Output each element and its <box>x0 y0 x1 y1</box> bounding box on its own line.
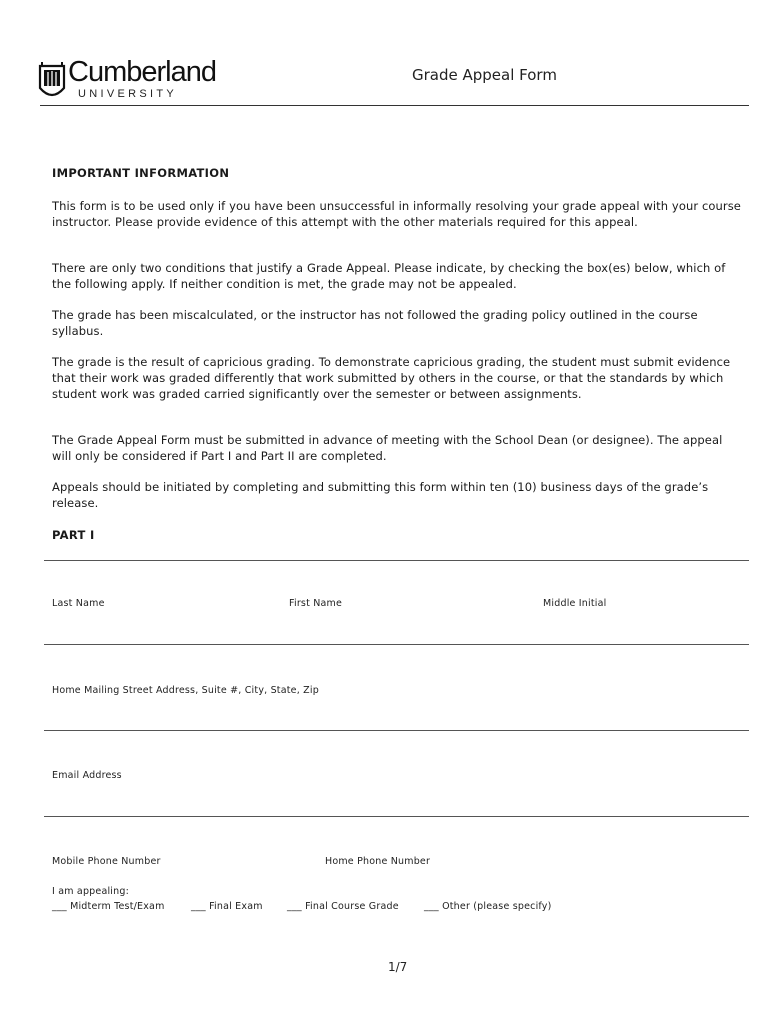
info-paragraph-5: The Grade Appeal Form must be submitted in advance of meeting with the School Dean (or designee). The appeal will only be considered if Part I and Part II are completed. <box>52 433 723 463</box>
university-logo <box>38 56 218 104</box>
important-info-heading: IMPORTANT INFORMATION <box>52 166 230 180</box>
email-label: Email Address <box>52 770 122 781</box>
address-field-line[interactable] <box>44 644 749 645</box>
info-paragraph-2: There are only two conditions that justify a Grade Appeal. Please indicate, by checking the box(es) below, which of the following apply. If neither condition is met, the grade may not be appealed. <box>52 261 726 291</box>
middle-initial-label: Middle Initial <box>543 598 607 609</box>
header-divider <box>40 105 749 106</box>
phone-field-line[interactable] <box>44 816 749 817</box>
last-name-label: Last Name <box>52 598 105 609</box>
name-field-line[interactable] <box>44 560 749 561</box>
shield-icon <box>38 62 66 100</box>
part-one-heading: PART I <box>52 528 95 542</box>
logo-subtitle: UNIVERSITY <box>78 88 178 100</box>
page-number: 1/7 <box>388 960 408 974</box>
info-paragraph-3: The grade has been miscalculated, or the instructor has not followed the grading policy outlined in the course syllabus. <box>52 308 698 338</box>
option-final-course-grade[interactable]: ___ Final Course Grade <box>287 901 399 912</box>
address-label: Home Mailing Street Address, Suite #, City, State, Zip <box>52 685 319 696</box>
info-paragraph-4: The grade is the result of capricious grading. To demonstrate capricious grading, the student must submit evidence that their work was graded differently that work submitted by others in the course, or that the standards by which student work was graded carried significantly over the semester or between assignments. <box>52 355 731 401</box>
mobile-phone-label: Mobile Phone Number <box>52 856 161 867</box>
option-final-exam[interactable]: ___ Final Exam <box>191 901 263 912</box>
option-other[interactable]: ___ Other (please specify) <box>424 901 552 912</box>
logo-wordmark: Cumberland <box>68 56 216 88</box>
form-title: Grade Appeal Form <box>412 66 557 84</box>
info-paragraph-6: Appeals should be initiated by completing and submitting this form within ten (10) business days of the grade’s release. <box>52 480 709 510</box>
home-phone-label: Home Phone Number <box>325 856 431 867</box>
appealing-label: I am appealing: <box>52 886 129 897</box>
info-paragraph-1: This form is to be used only if you have been unsuccessful in informally resolving your grade appeal with your course instructor. Please provide evidence of this attempt with the other materials required for this appeal. <box>52 199 741 229</box>
email-field-line[interactable] <box>44 730 749 731</box>
option-midterm[interactable]: ___ Midterm Test/Exam <box>52 901 165 912</box>
first-name-label: First Name <box>289 598 343 609</box>
